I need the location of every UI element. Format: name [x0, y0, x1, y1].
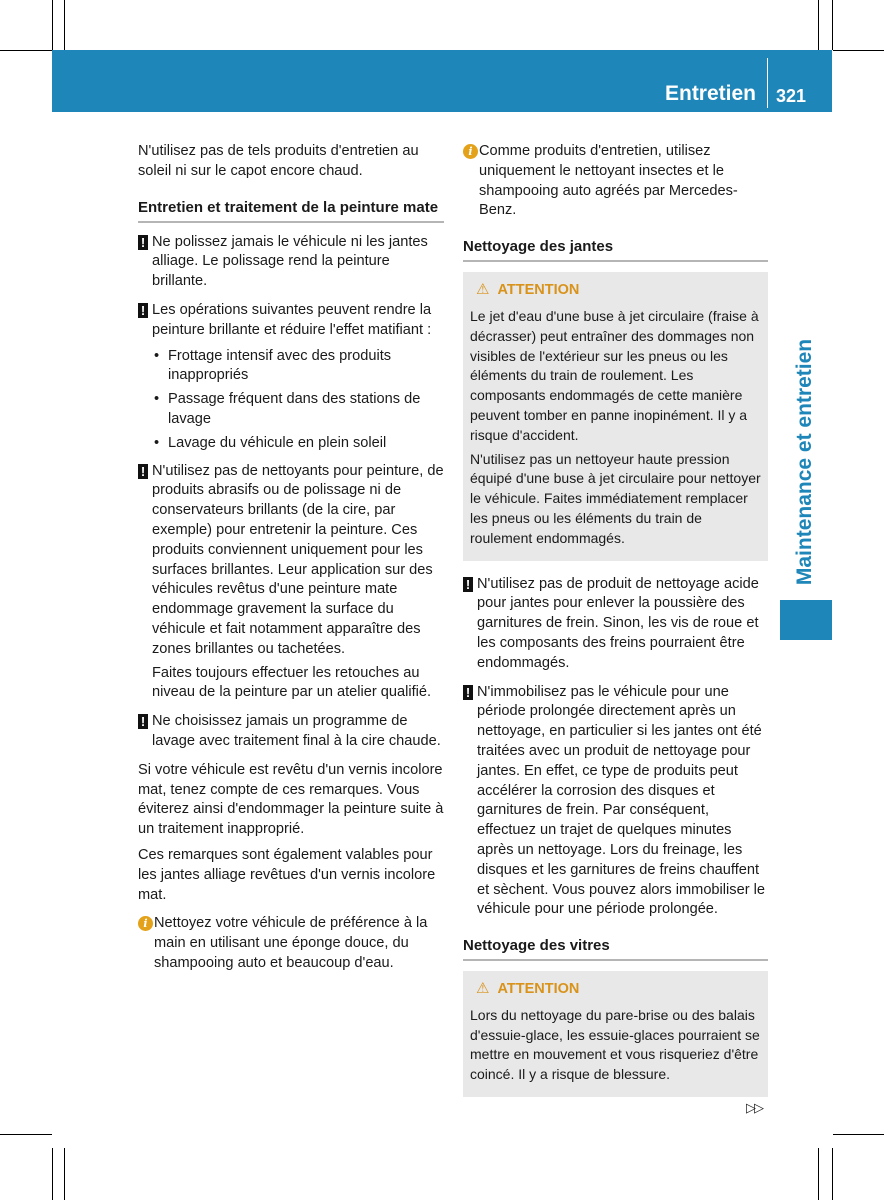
caution-text: N'immobilisez pas le véhicule pour une période prolongée directement après un nettoyage, en particulier si les jantes ont été traitées avec un produit de nettoyage pour jantes. En effet, ce type de produits peut accélérer la corrosion des disques et garnitures de frein. Par conséquent, effectuez un trajet de quelques minutes après un nettoyage. Lors du freinage, les disques et les garnitures de freins chauffent et sèchent. Vous pouvez alors immobiliser le véhicule pour une période prolongée.: [477, 683, 765, 918]
crop-mark: [52, 0, 53, 50]
body-paragraph: Si votre véhicule est revêtu d'un vernis incolore mat, tenez compte de ces remarques. Vous éviterez ainsi d'endommager la peinture suite à un traitement inapproprié.: [138, 761, 444, 838]
caution-item: [138, 301, 444, 341]
warning-box: [463, 272, 768, 560]
intro-paragraph: N'utilisez pas de tels produits d'entretien au soleil ni sur le capot encore chaud.: [138, 143, 419, 179]
info-item: [138, 914, 444, 973]
caution-item: [463, 575, 768, 674]
info-icon: i: [138, 916, 153, 931]
crop-mark: [832, 1148, 833, 1200]
caution-text: Ne choisissez jamais un programme de lavage avec traitement final à la cire chaude.: [152, 713, 441, 749]
exclamation-icon: !: [138, 303, 148, 318]
caution-text: N'utilisez pas de produit de nettoyage acide pour jantes pour enlever la poussière des garnitures de frein. Sinon, les vis de roue et les composants des freins pourraient être endommagés.: [477, 575, 759, 671]
caution-text: Les opérations suivantes peuvent rendre la peinture brillante et réduire l'effet matifiant :: [152, 301, 432, 338]
info-text: Nettoyez votre véhicule de préférence à la main en utilisant une éponge douce, du shampooing auto et beaucoup d'eau.: [154, 915, 428, 971]
warning-label: ATTENTION: [497, 282, 580, 299]
page-number: 321: [776, 86, 807, 106]
list-item: • Lavage du véhicule en plein soleil: [154, 434, 444, 454]
crop-mark: [832, 0, 833, 50]
crop-mark: [64, 1148, 65, 1200]
warning-text: N'utilisez pas un nettoyeur haute pression équipé d'une buse à jet circulaire pour nettoyer le véhicule. Faites immédiatement remplacer les pneus ou les éléments du train de roulement endommagés.: [470, 450, 761, 546]
right-column: [463, 142, 768, 1111]
caution-extra-text: Faites toujours effectuer les retouches au niveau de la peinture par un atelier qualifié.: [152, 664, 432, 701]
next-page-arrows-icon: ▷▷: [746, 1100, 762, 1115]
exclamation-icon: !: [463, 577, 473, 592]
caution-text: N'utilisez pas de nettoyants pour peinture, de produits abrasifs ou de polissage ni de conservateurs brillants (de la cire, par exemple) pour entretenir la peinture. Ces produits conviennent uniquement pour les surfaces brillantes. Leur application sur des véhicules revêtus d'une peinture mate endommage gravement la surface du véhicule et fait notamment apparaître des zones brillantes ou tachetées.: [152, 462, 444, 657]
info-item: [463, 142, 768, 221]
crop-mark: [0, 50, 52, 51]
section-heading-window-cleaning: Nettoyage des vitres: [463, 936, 768, 961]
chapter-tab-label: Maintenance et entretien: [793, 338, 816, 586]
crop-mark: [833, 50, 884, 51]
caution-item: [138, 462, 444, 704]
caution-item: [138, 233, 444, 292]
warning-label: ATTENTION: [497, 981, 580, 998]
warning-triangle-icon: ⚠: [476, 980, 490, 998]
crop-mark: [818, 0, 819, 50]
chapter-tab-marker: [780, 600, 832, 640]
exclamation-icon: !: [138, 714, 148, 729]
list-item: • Passage fréquent dans des stations de lavage: [154, 390, 444, 430]
crop-mark: [64, 0, 65, 50]
header-divider: [767, 58, 768, 108]
crop-mark: [52, 1148, 53, 1200]
crop-mark: [833, 1134, 884, 1135]
exclamation-icon: !: [463, 685, 473, 700]
left-column: [138, 142, 444, 983]
info-icon: i: [463, 144, 478, 159]
exclamation-icon: !: [138, 464, 148, 479]
section-heading-matte-paint: Entretien et traitement de la peinture mate: [138, 198, 444, 223]
list-item: • Frottage intensif avec des produits inappropriés: [154, 347, 444, 387]
page-title: Entretien: [664, 82, 756, 105]
body-paragraph: Ces remarques sont également valables pour les jantes alliage revêtues d'un vernis incolore mat.: [138, 846, 436, 903]
exclamation-icon: !: [138, 235, 148, 250]
info-text: Comme produits d'entretien, utilisez uniquement le nettoyant insectes et le shampooing auto agréés par Mercedes-Benz.: [479, 143, 738, 219]
caution-item: [138, 712, 444, 752]
warning-triangle-icon: ⚠: [476, 281, 490, 299]
warning-text: Lors du nettoyage du pare-brise ou des balais d'essuie-glace, les essuie-glaces pourraient se mettre en mouvement et vous risqueriez d'être coincé. Il y a risque de blessure.: [470, 1006, 760, 1083]
bullet-list: [138, 347, 444, 454]
warning-heading: [476, 979, 761, 1000]
warning-text: Le jet d'eau d'une buse à jet circulaire (fraise à décrasser) peut entraîner des dommages non visibles de l'extérieur sur les pneus ou les éléments du train de roulement. Les composants endommagés de cette manière peuvent tomber en panne inopinément. Il y a risque d'accident.: [470, 307, 759, 443]
warning-heading: [476, 280, 761, 301]
caution-item: [463, 683, 768, 921]
crop-mark: [0, 1134, 52, 1135]
section-heading-wheel-cleaning: Nettoyage des jantes: [463, 237, 768, 262]
warning-box: [463, 971, 768, 1097]
crop-mark: [818, 1148, 819, 1200]
caution-text: Ne polissez jamais le véhicule ni les jantes alliage. Le polissage rend la peinture brillante.: [152, 233, 428, 290]
